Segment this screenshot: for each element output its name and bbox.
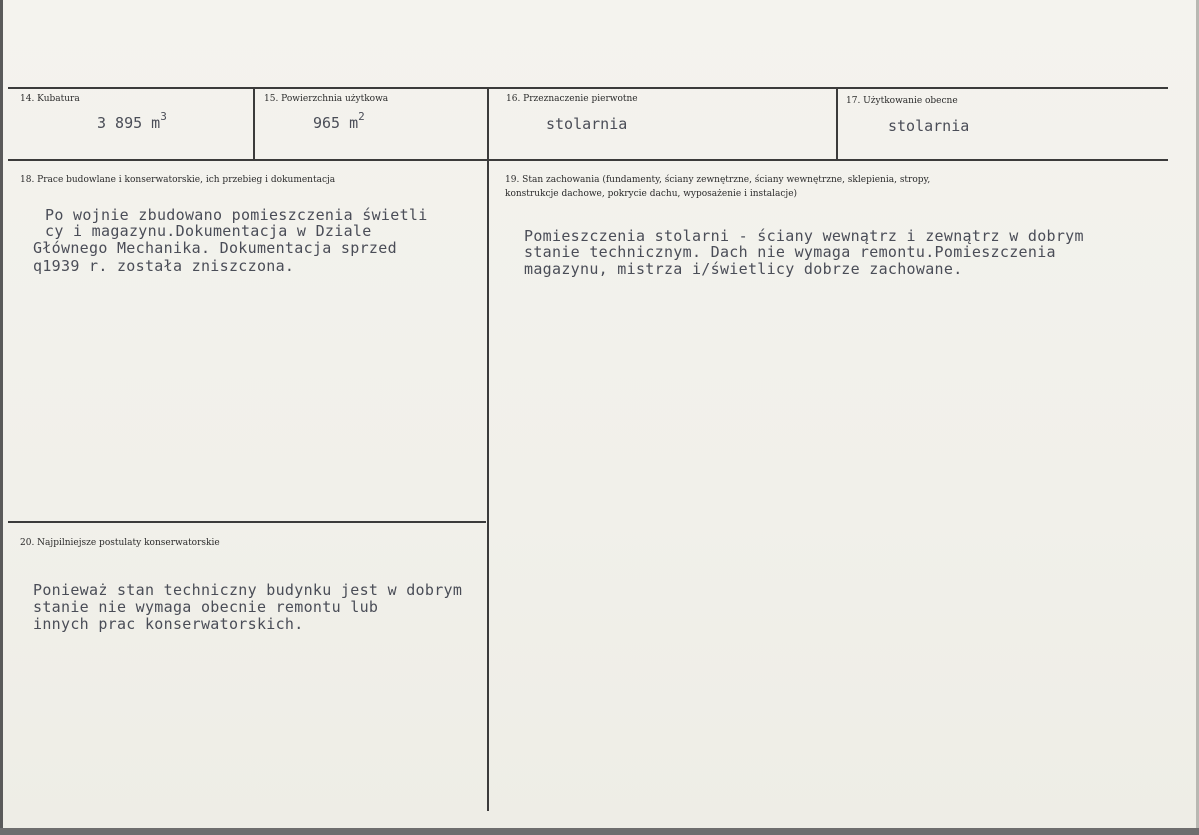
prace-line-2: cy i magazynu.Dokumentacja w Dziale <box>45 222 372 240</box>
powierzchnia-value: 965 $m^2$ <box>313 110 365 132</box>
kubatura-label: 14. Kubatura <box>20 94 80 104</box>
prace-line-4: q1939 r. została zniszczona. <box>33 257 295 275</box>
top-rule <box>8 87 1168 89</box>
kubatura-value: 3 895 $m^3$ <box>97 110 167 132</box>
col-rule-3 <box>836 87 838 159</box>
stan-label-line-1: 19. Stan zachowania (fundamenty, ściany zewnętrzne, ściany wewnętrzne, sklepienia, stropy, <box>505 175 931 185</box>
stan-label-line-2: konstrukcje dachowe, pokrycie dachu, wyposażenie i instalacje) <box>505 189 798 199</box>
col-rule-1 <box>253 87 255 159</box>
uzytkowanie-value: stolarnia <box>888 117 970 135</box>
stan-line-2: stanie technicznym. Dach nie wymaga remontu.Pomieszczenia <box>524 243 1056 261</box>
uzytkowanie-label: 17. Użytkowanie obecne <box>846 96 958 106</box>
scan-edge-bottom <box>0 828 1199 835</box>
col-rule-center <box>487 87 489 811</box>
powierzchnia-label: 15. Powierzchnia użytkowa <box>264 94 389 104</box>
przeznaczenie-value: stolarnia <box>546 115 628 133</box>
postulaty-line-3: innych prac konserwatorskich. <box>33 615 304 633</box>
postulaty-line-1: Ponieważ stan techniczny budynku jest w dobrym <box>33 581 463 599</box>
postulaty-line-2: stanie nie wymaga obecnie remontu lub <box>33 598 379 616</box>
scan-edge-left <box>0 0 3 835</box>
stan-line-3: magazynu, mistrza i/świetlicy dobrze zachowane. <box>524 260 963 278</box>
prace-line-1: Po wojnie zbudowano pomieszczenia świetli <box>45 206 428 224</box>
prace-line-3: Głównego Mechanika. Dokumentacja sprzed <box>33 239 397 257</box>
postulaty-label: 20. Najpilniejsze postulaty konserwatorskie <box>20 538 220 548</box>
row-rule-1 <box>8 159 1168 161</box>
przeznaczenie-label: 16. Przeznaczenie pierwotne <box>506 94 638 104</box>
stan-line-1: Pomieszczenia stolarni - ściany wewnątrz i zewnątrz w dobrym <box>524 227 1084 245</box>
prace-label: 18. Prace budowlane i konserwatorskie, ich przebieg i dokumentacja <box>20 175 336 185</box>
row-rule-2 <box>8 521 486 523</box>
